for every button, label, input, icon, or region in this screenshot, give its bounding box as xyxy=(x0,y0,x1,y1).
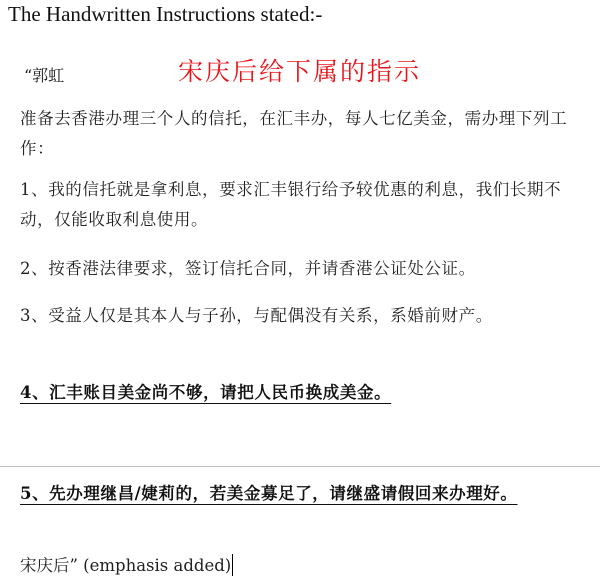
salutation: “郭虹 xyxy=(24,66,65,85)
instruction-item-5-emphasized: 5、先办理继昌/婕莉的，若美金募足了，请继盛请假回来办理好。 xyxy=(20,484,518,503)
signoff-line[interactable] xyxy=(20,552,233,576)
section-divider xyxy=(0,466,600,467)
text-cursor xyxy=(232,554,233,576)
red-overlay-title: 宋庆后给下属的指示 xyxy=(178,57,422,86)
page-heading: The Handwritten Instructions stated:- xyxy=(8,2,323,26)
instruction-item-4-emphasized: 4、汇丰账目美金尚不够，请把人民币换成美金。 xyxy=(20,383,392,402)
signoff-text: 宋庆后” (emphasis added) xyxy=(20,556,232,575)
instruction-item-1: 1、我的信托就是拿利息，要求汇丰银行给予较优惠的利息，我们长期不动，仅能收取利息使用。 xyxy=(20,180,562,229)
instruction-item-3: 3、受益人仅是其本人与子孙，与配偶没有关系，系婚前财产。 xyxy=(20,306,493,325)
instruction-item-2: 2、按香港法律要求，签订信托合同，并请香港公证处公证。 xyxy=(20,259,476,278)
intro-paragraph: 准备去香港办理三个人的信托，在汇丰办，每人七亿美金，需办理下列工作： xyxy=(20,109,568,158)
